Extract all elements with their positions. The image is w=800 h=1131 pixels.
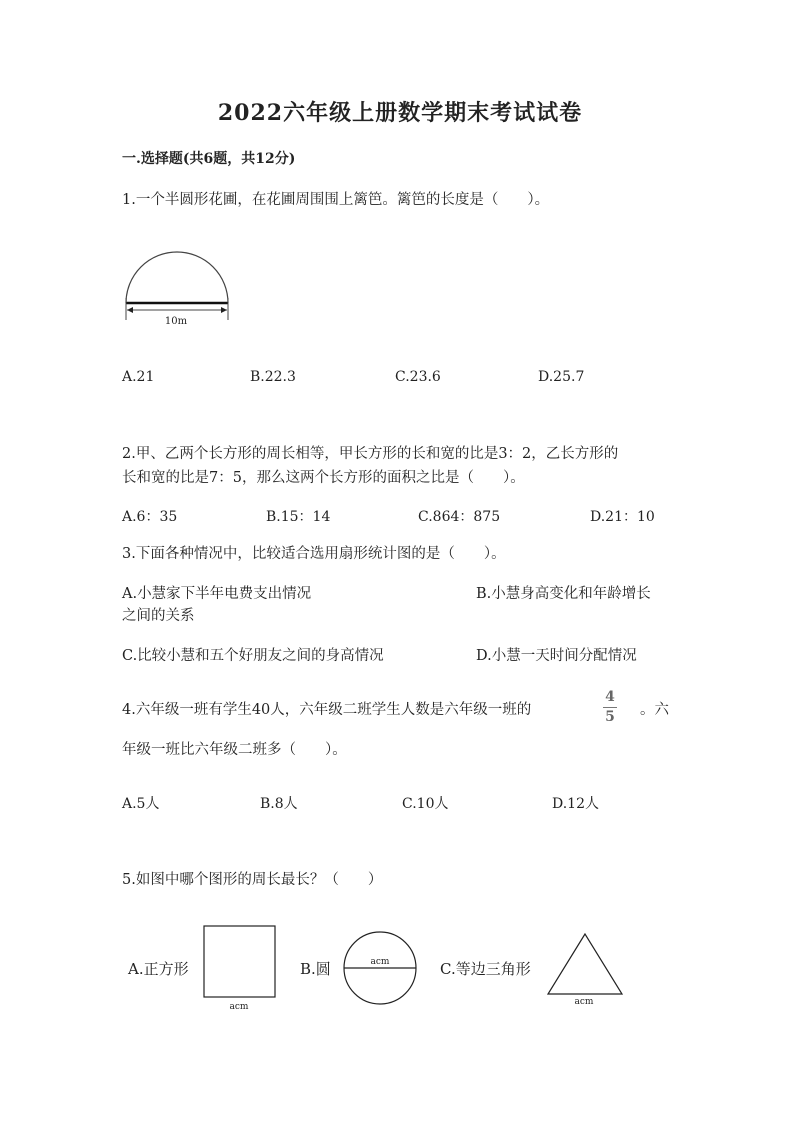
semicircle-arc: [126, 252, 228, 303]
q3-option-c[interactable]: C.比较小慧和五个好朋友之间的身高情况: [122, 648, 384, 664]
fraction-denominator: 5: [605, 709, 615, 725]
question-1-options: [122, 369, 682, 393]
triangle-shape: [548, 934, 622, 994]
q4-option-c[interactable]: C.10人: [402, 796, 449, 812]
square-shape: [204, 926, 275, 997]
q1-option-c[interactable]: C.23.6: [395, 369, 441, 385]
q3-option-a-continued: 之间的关系: [122, 608, 195, 624]
dimension-arrow-right: [221, 307, 227, 313]
q3-option-d[interactable]: D.小慧一天时间分配情况: [476, 648, 637, 664]
dimension-arrow-left: [127, 307, 133, 313]
circle-diameter-label: acm: [370, 957, 390, 967]
q2-option-b[interactable]: B.15：14: [266, 509, 331, 525]
question-4-line-1-end: 。六: [640, 702, 669, 718]
question-2-line-2: 长和宽的比是7：5，那么这两个长方形的面积之比是（ ）。: [122, 470, 525, 486]
q3-option-a[interactable]: A.小慧家下半年电费支出情况: [122, 586, 312, 602]
page-title: 2022六年级上册数学期末考试试卷: [217, 100, 583, 126]
dimension-label: 10m: [164, 316, 188, 327]
q1-option-d[interactable]: D.25.7: [538, 369, 585, 385]
question-4-options: [122, 793, 682, 817]
question-2-options: [122, 506, 682, 530]
question-1-text: 1.一个半圆形花圃，在花圃周围围上篱笆。篱笆的长度是（ ）。: [122, 192, 550, 208]
shape-b-label: B.圆: [300, 960, 331, 978]
fraction-numerator: 4: [605, 689, 615, 705]
question-4-line-1: 4.六年级一班有学生40人，六年级二班学生人数是六年级一班的: [122, 702, 532, 718]
question-3-text: 3.下面各种情况中，比较适合选用扇形统计图的是（ ）。: [122, 546, 506, 562]
q2-option-c[interactable]: C.864：875: [418, 509, 501, 525]
q2-option-a[interactable]: A.6：35: [122, 509, 178, 525]
q1-option-a[interactable]: A.21: [122, 369, 155, 385]
triangle-side-label: acm: [574, 997, 594, 1007]
q3-option-b[interactable]: B.小慧身高变化和年龄增长: [476, 586, 651, 602]
q4-option-b[interactable]: B.8人: [260, 796, 298, 812]
q4-option-a[interactable]: A.5人: [122, 796, 160, 812]
section-heading: 一.选择题(共6题，共12分): [122, 151, 296, 167]
shape-c-label: C.等边三角形: [440, 960, 531, 978]
q4-option-d[interactable]: D.12人: [552, 796, 599, 812]
question-5-text: 5.如图中哪个图形的周长最长？（ ）: [122, 872, 383, 888]
fraction-bar: [603, 707, 617, 708]
q1-option-b[interactable]: B.22.3: [250, 369, 296, 385]
question-2-line-1: 2.甲、乙两个长方形的周长相等，甲长方形的长和宽的比是3：2，乙长方形的: [122, 446, 619, 462]
square-side-label: acm: [229, 1002, 249, 1012]
semicircle-figure: [118, 246, 238, 332]
shape-a-label: A.正方形: [128, 960, 189, 978]
q2-option-d[interactable]: D.21：10: [590, 509, 655, 525]
shapes-figure: [120, 918, 640, 1018]
question-4-line-2: 年级一班比六年级二班多（ ）。: [122, 742, 347, 758]
